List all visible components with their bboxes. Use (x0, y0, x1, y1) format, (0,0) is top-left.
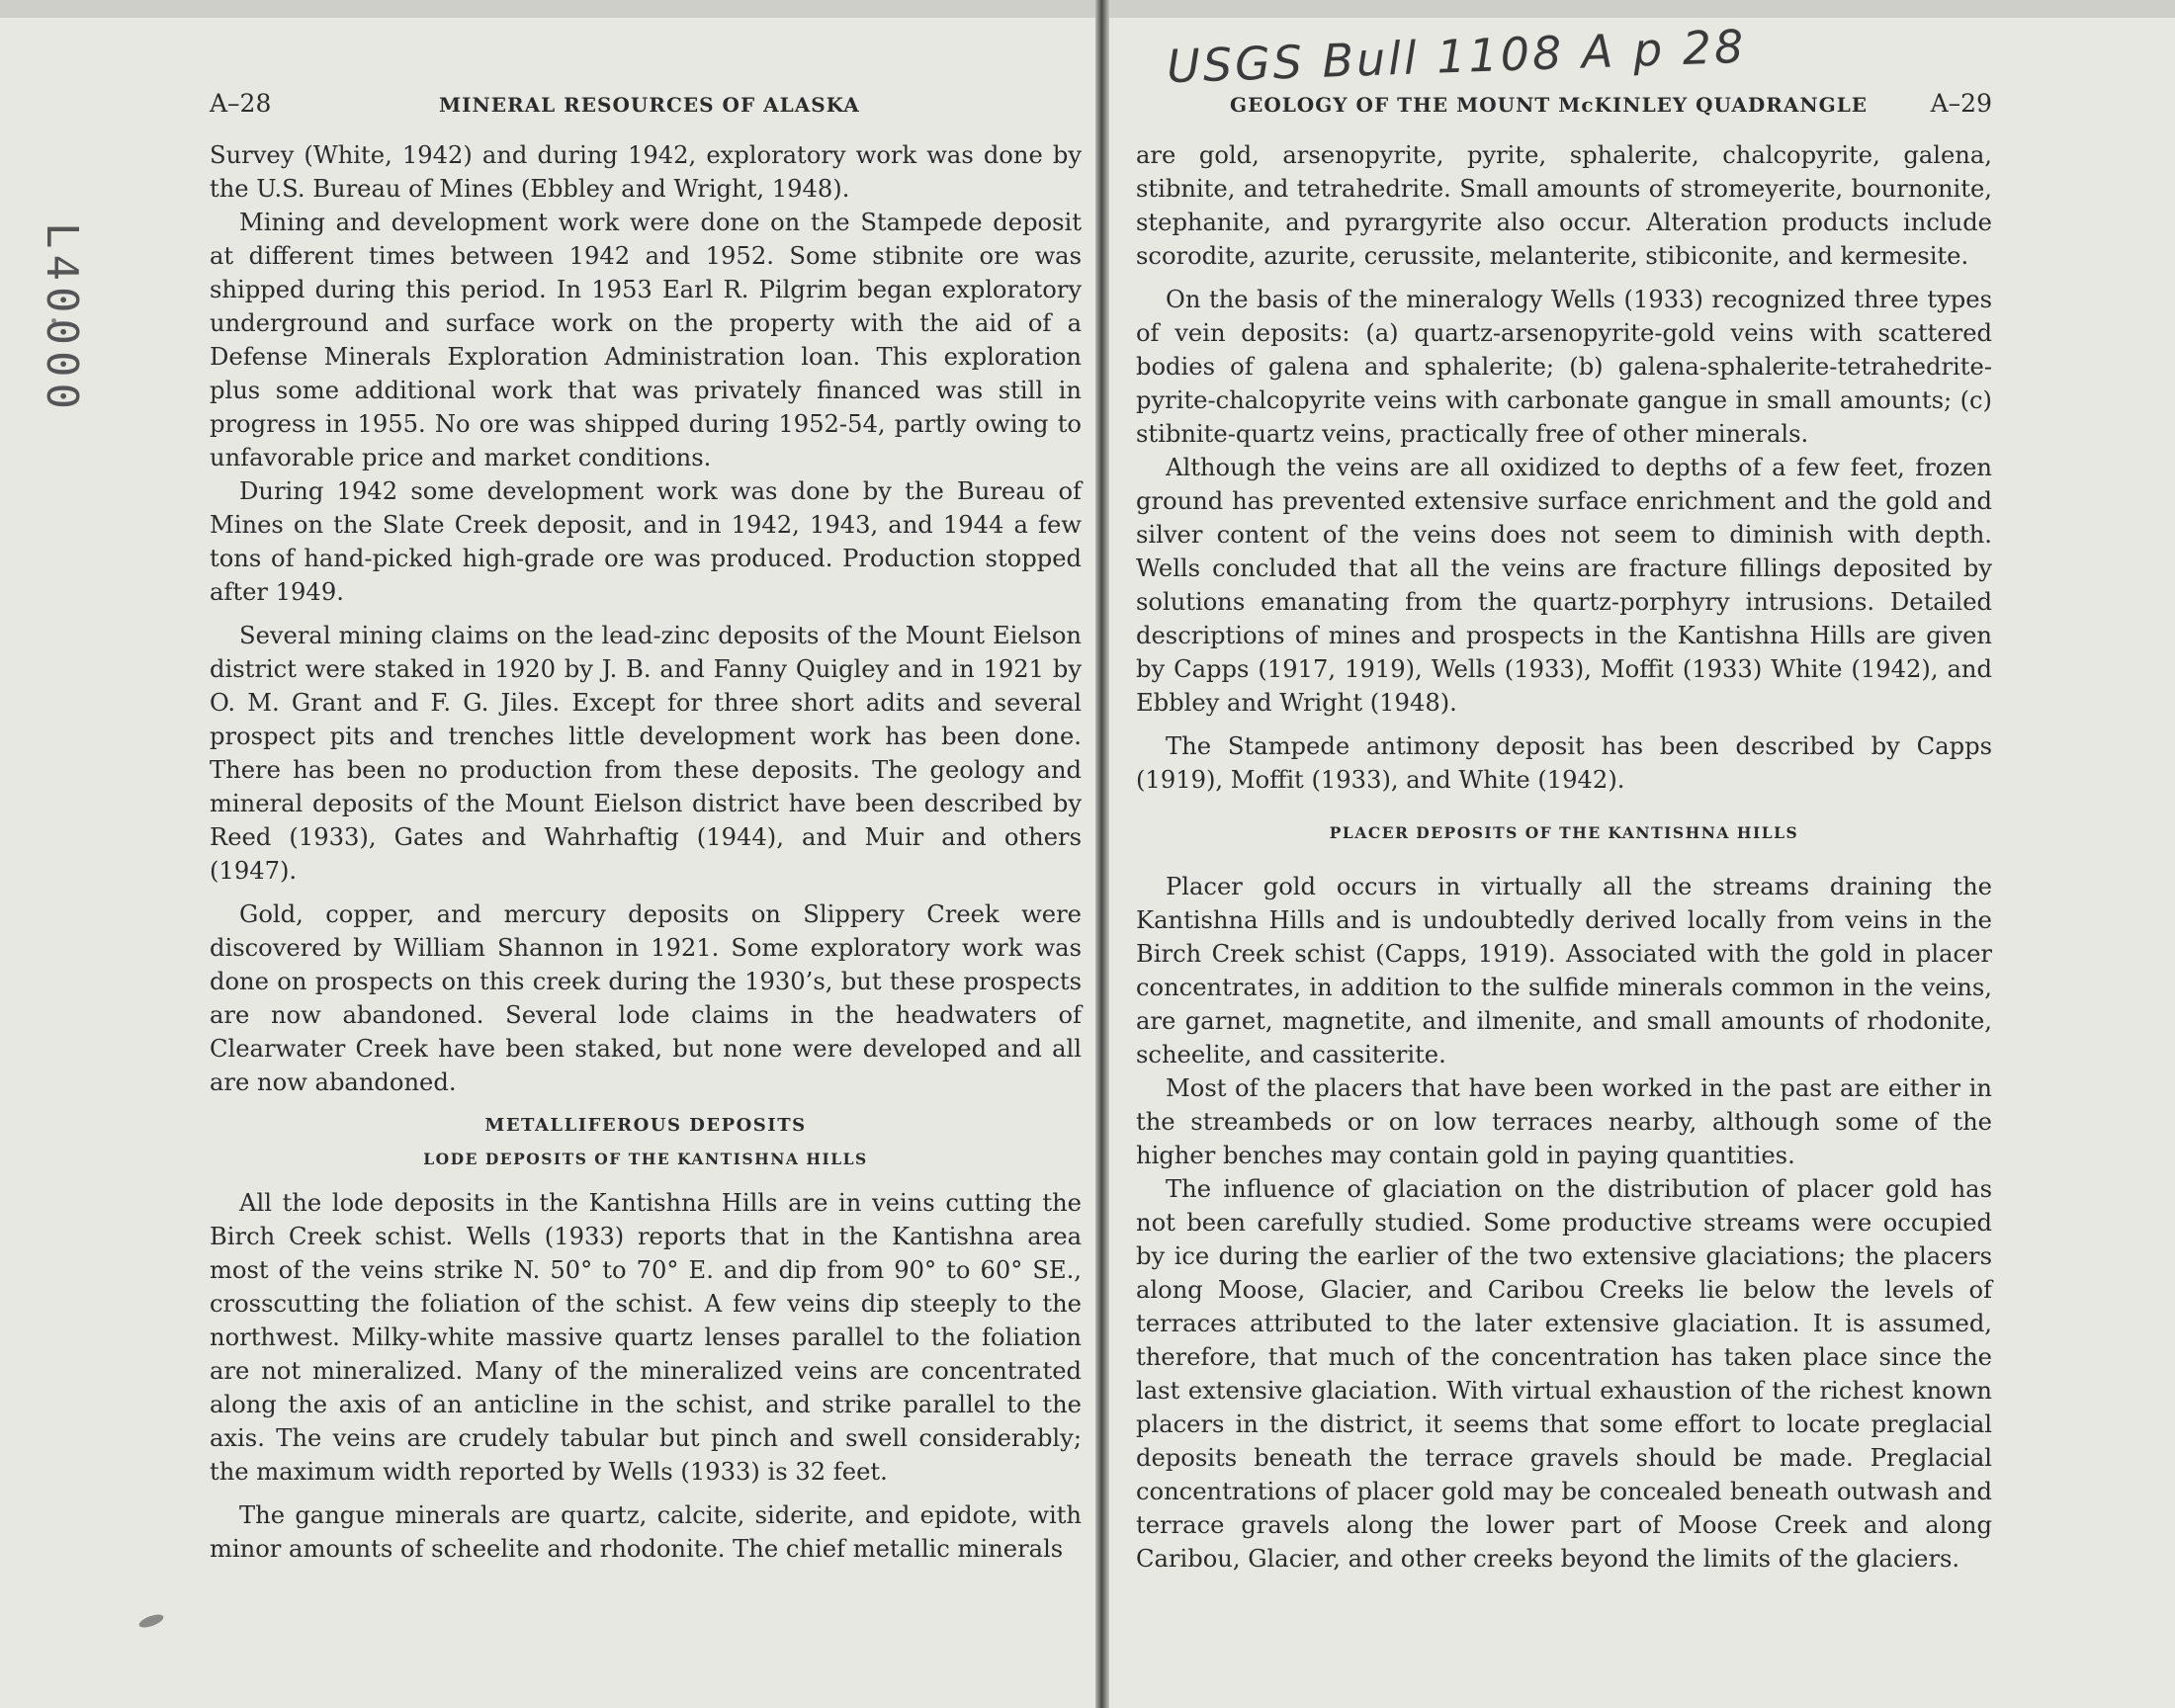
paragraph: Gold, copper, and mercury deposits on Slippery Creek were discovered by William Shannon in 1921. Some exploratory work was done on prospects on this creek during the 1930’s, but these prospects are now abandoned. Several lode claims in the headwaters of Clearwater Creek have been staked, but none were developed and all are now abandoned. (210, 900, 1082, 1096)
book-spine (1095, 0, 1109, 1708)
page-number: A–28 (210, 89, 272, 118)
paragraph: Placer gold occurs in virtually all the streams draining the Kantishna Hills and is undoubtedly derived locally from veins in the Birch Creek schist (Capps, 1919). Associated with the gold in placer concentrates, in addition to the sulfide minerals common in the veins, are garnet, magnetite, and ilmenite, and small amounts of rhodonite, scheelite, and cassiterite. (1136, 873, 1992, 1068)
paragraph: The gangue minerals are quartz, calcite, siderite, and epidote, with minor amounts of scheelite and rhodonite. The chief metallic minerals (210, 1501, 1082, 1563)
paragraph: The Stampede antimony deposit has been described by Capps (1919), Moffit (1933), and White (1942). (1136, 732, 1992, 794)
left-page-header (210, 89, 892, 123)
running-title: MINERAL RESOURCES OF ALASKA (439, 93, 860, 117)
page-number: A–29 (1930, 89, 1992, 118)
paragraph: Survey (White, 1942) and during 1942, exploratory work was done by the U.S. Bureau of Mines (Ebbley and Wright, 1948). (210, 141, 1082, 203)
paragraph: During 1942 some development work was done by the Bureau of Mines on the Slate Creek deposit, and in 1942, 1943, and 1944 a few tons of hand-picked high-grade ore was produced. Production stopped after 1949. (210, 477, 1082, 606)
stamp-number: L40000 (37, 222, 87, 415)
right-page-header (1230, 89, 1992, 123)
section-heading: PLACER DEPOSITS OF THE KANTISHNA HILLS (1329, 823, 1799, 842)
paragraph: Although the veins are all oxidized to depths of a few feet, frozen ground has prevented extensive surface enrichment and the gold and silver content of the veins does not seem to diminish with depth. Wells concluded that all the veins are fracture fillings deposited by solutions emanating from the quartz-porphyry intrusions. Detailed descriptions of mines and prospects in the Kantishna Hills are given by Capps (1917, 1919), Wells (1933), Moffit (1933) White (1942), and Ebbley and Wright (1948). (1136, 454, 1992, 717)
right-text-column (1136, 138, 1992, 1576)
left-text-column (210, 138, 1082, 1566)
running-title: GEOLOGY OF THE MOUNT McKINLEY QUADRANGLE (1230, 93, 1869, 117)
handwritten-note: USGS Bull 1108 A p 28 (1166, 19, 1748, 94)
paragraph: Several mining claims on the lead-zinc deposits of the Mount Eielson district were staked in 1920 by J. B. and Fanny Quigley and in 1921 by O. M. Grant and F. G. Jiles. Except for three short adits and several prospect pits and trenches little development work has been done. There has been no production from these deposits. The geology and mineral deposits of the Mount Eielson district have been described by Reed (1933), Gates and Wahrhaftig (1944), and Muir and others (1947). (210, 622, 1082, 885)
paragraph: Mining and development work were done on the Stampede deposit at different times between 1942 and 1952. Some stibnite ore was shipped during this period. In 1953 Earl R. Pilgrim began exploratory underground and surface work on the property with the aid of a Defense Minerals Exploration Administration loan. This exploration plus some additional work that was privately financed was still in progress in 1955. No ore was shipped during 1952-54, partly owing to unfavorable price and market conditions. (210, 209, 1082, 471)
section-heading: METALLIFEROUS DEPOSITS (484, 1115, 807, 1136)
paragraph: On the basis of the mineralogy Wells (1933) recognized three types of vein deposits: (a) quartz-arsenopyrite-gold veins with scattered bodies of galena and sphalerite; (b) galena-sphalerite-tetrahedrite-pyrite-chalcopyrite veins with carbonate gangue in small amounts; (c) stibnite-quartz veins, practically free of other minerals. (1136, 286, 1992, 448)
paragraph: are gold, arsenopyrite, pyrite, sphalerite, chalcopyrite, galena, stibnite, and tetrahedrite. Small amounts of stromeyerite, bournonite, stephanite, and pyrargyrite also occur. Alteration products include scorodite, azurite, cerussite, melanterite, stibiconite, and kermesite. (1136, 141, 1992, 270)
subsection-heading: LODE DEPOSITS OF THE KANTISHNA HILLS (423, 1150, 868, 1168)
paragraph: The influence of glaciation on the distribution of placer gold has not been carefully studied. Some productive streams were occupied by ice during the earlier of the two extensive glaciations; the placers along Moose, Glacier, and Caribou Creeks lie below the levels of terraces attributed to the later extensive glaciation. It is assumed, therefore, that much of the concentration has taken place since the last extensive glaciation. With virtual exhaustion of the richest known placers in the district, it seems that some effort to locate preglacial deposits beneath the terrace gravels should be made. Preglacial concentrations of placer gold may be concealed beneath outwash and terrace gravels along the lower part of Moose Creek and along Caribou, Glacier, and other creeks beyond the limits of the glaciers. (1136, 1175, 1992, 1573)
paragraph: Most of the placers that have been worked in the past are either in the streambeds or on low terraces nearby, although some of the higher benches may contain gold in paying quantities. (1136, 1074, 1992, 1169)
paragraph: All the lode deposits in the Kantishna Hills are in veins cutting the Birch Creek schist. Wells (1933) reports that in the Kantishna area most of the veins strike N. 50° to 70° E. and dip from 90° to 60° SE., crosscutting the foliation of the schist. A few veins dip steeply to the northwest. Milky-white massive quartz lenses parallel to the foliation are not mineralized. Many of the mineralized veins are concentrated along the axis of an anticline in the schist, and strike parallel to the axis. The veins are crudely tabular but pinch and swell considerably; the maximum width reported by Wells (1933) is 32 feet. (210, 1189, 1082, 1486)
